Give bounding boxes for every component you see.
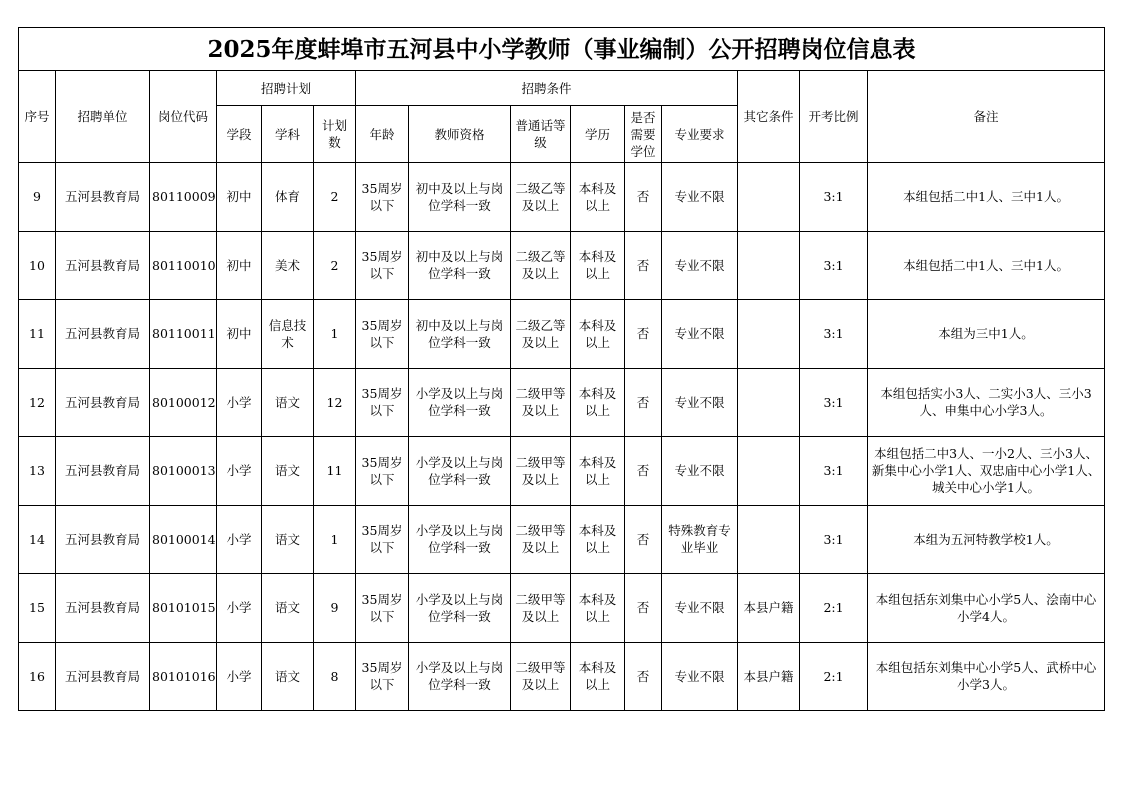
cell-other xyxy=(738,368,800,437)
cell-qualification: 初中及以上与岗位学科一致 xyxy=(409,231,511,300)
cell-count: 2 xyxy=(314,231,356,300)
cell-count: 2 xyxy=(314,163,356,232)
cell-other xyxy=(738,300,800,369)
cell-age: 35周岁以下 xyxy=(356,368,409,437)
cell-unit: 五河县教育局 xyxy=(56,505,150,574)
cell-degree: 否 xyxy=(625,231,662,300)
cell-education: 本科及以上 xyxy=(571,574,625,643)
cell-education: 本科及以上 xyxy=(571,300,625,369)
cell-unit: 五河县教育局 xyxy=(56,437,150,506)
cell-seq: 11 xyxy=(19,300,56,369)
cell-unit: 五河县教育局 xyxy=(56,231,150,300)
cell-subject: 语文 xyxy=(262,437,314,506)
cell-mandarin: 二级甲等及以上 xyxy=(511,574,571,643)
cell-code: 80110011 xyxy=(150,300,217,369)
cell-code: 80100012 xyxy=(150,368,217,437)
cell-note: 本组包括东刘集中心小学5人、武桥中心小学3人。 xyxy=(868,642,1105,711)
cell-code: 80100014 xyxy=(150,505,217,574)
header-major: 专业要求 xyxy=(662,106,738,163)
cell-count: 1 xyxy=(314,300,356,369)
cell-major: 专业不限 xyxy=(662,163,738,232)
cell-subject: 语文 xyxy=(262,574,314,643)
cell-degree: 否 xyxy=(625,300,662,369)
table-row xyxy=(19,437,1105,506)
cell-unit: 五河县教育局 xyxy=(56,300,150,369)
cell-mandarin: 二级乙等及以上 xyxy=(511,231,571,300)
cell-subject: 美术 xyxy=(262,231,314,300)
cell-stage: 小学 xyxy=(217,574,262,643)
cell-stage: 初中 xyxy=(217,300,262,369)
cell-note: 本组包括二中3人、一小2人、三小3人、新集中心小学1人、双忠庙中心小学1人、城关中心小学1人。 xyxy=(868,437,1105,506)
cell-seq: 16 xyxy=(19,642,56,711)
cell-age: 35周岁以下 xyxy=(356,505,409,574)
cell-major: 专业不限 xyxy=(662,574,738,643)
cell-stage: 初中 xyxy=(217,231,262,300)
table-row xyxy=(19,642,1105,711)
cell-count: 12 xyxy=(314,368,356,437)
cell-stage: 初中 xyxy=(217,163,262,232)
table-title: 2025年度蚌埠市五河县中小学教师（事业编制）公开招聘岗位信息表 xyxy=(19,28,1105,71)
cell-ratio: 2:1 xyxy=(800,642,868,711)
cell-seq: 9 xyxy=(19,163,56,232)
cell-major: 专业不限 xyxy=(662,642,738,711)
cell-major: 专业不限 xyxy=(662,300,738,369)
header-subject: 学科 xyxy=(262,106,314,163)
table-row xyxy=(19,505,1105,574)
cell-stage: 小学 xyxy=(217,642,262,711)
header-stage: 学段 xyxy=(217,106,262,163)
cell-seq: 13 xyxy=(19,437,56,506)
cell-count: 1 xyxy=(314,505,356,574)
cell-education: 本科及以上 xyxy=(571,437,625,506)
cell-subject: 语文 xyxy=(262,505,314,574)
cell-ratio: 3:1 xyxy=(800,368,868,437)
header-education: 学历 xyxy=(571,106,625,163)
header-age: 年龄 xyxy=(356,106,409,163)
cell-major: 专业不限 xyxy=(662,231,738,300)
cell-degree: 否 xyxy=(625,437,662,506)
cell-note: 本组包括东刘集中心小学5人、浍南中心小学4人。 xyxy=(868,574,1105,643)
header-plan-group: 招聘计划 xyxy=(217,71,356,106)
cell-mandarin: 二级乙等及以上 xyxy=(511,163,571,232)
header-count: 计划数 xyxy=(314,106,356,163)
table-row xyxy=(19,163,1105,232)
cell-subject: 语文 xyxy=(262,368,314,437)
cell-note: 本组包括实小3人、二实小3人、三小3人、申集中心小学3人。 xyxy=(868,368,1105,437)
cell-note: 本组包括二中1人、三中1人。 xyxy=(868,231,1105,300)
cell-degree: 否 xyxy=(625,574,662,643)
cell-subject: 语文 xyxy=(262,642,314,711)
header-note: 备注 xyxy=(868,71,1105,163)
cell-age: 35周岁以下 xyxy=(356,642,409,711)
cell-ratio: 2:1 xyxy=(800,574,868,643)
cell-ratio: 3:1 xyxy=(800,300,868,369)
cell-note: 本组为三中1人。 xyxy=(868,300,1105,369)
cell-major: 特殊教育专业毕业 xyxy=(662,505,738,574)
cell-code: 80101016 xyxy=(150,642,217,711)
cell-mandarin: 二级甲等及以上 xyxy=(511,368,571,437)
cell-age: 35周岁以下 xyxy=(356,231,409,300)
cell-code: 80110009 xyxy=(150,163,217,232)
cell-code: 80110010 xyxy=(150,231,217,300)
cell-qualification: 小学及以上与岗位学科一致 xyxy=(409,574,511,643)
cell-unit: 五河县教育局 xyxy=(56,574,150,643)
cell-qualification: 初中及以上与岗位学科一致 xyxy=(409,300,511,369)
cell-age: 35周岁以下 xyxy=(356,574,409,643)
cell-subject: 信息技术 xyxy=(262,300,314,369)
header-degree: 是否需要学位 xyxy=(625,106,662,163)
cell-seq: 10 xyxy=(19,231,56,300)
header-mandarin: 普通话等级 xyxy=(511,106,571,163)
cell-other: 本县户籍 xyxy=(738,574,800,643)
cell-unit: 五河县教育局 xyxy=(56,642,150,711)
cell-education: 本科及以上 xyxy=(571,163,625,232)
cell-qualification: 小学及以上与岗位学科一致 xyxy=(409,505,511,574)
cell-code: 80100013 xyxy=(150,437,217,506)
cell-age: 35周岁以下 xyxy=(356,437,409,506)
cell-count: 8 xyxy=(314,642,356,711)
cell-other: 本县户籍 xyxy=(738,642,800,711)
recruitment-table xyxy=(18,27,1105,711)
cell-other xyxy=(738,231,800,300)
cell-qualification: 小学及以上与岗位学科一致 xyxy=(409,437,511,506)
table-row xyxy=(19,574,1105,643)
cell-other xyxy=(738,505,800,574)
cell-unit: 五河县教育局 xyxy=(56,163,150,232)
cell-major: 专业不限 xyxy=(662,368,738,437)
cell-education: 本科及以上 xyxy=(571,505,625,574)
cell-note: 本组为五河特教学校1人。 xyxy=(868,505,1105,574)
header-qualification: 教师资格 xyxy=(409,106,511,163)
cell-ratio: 3:1 xyxy=(800,437,868,506)
cell-seq: 15 xyxy=(19,574,56,643)
cell-code: 80101015 xyxy=(150,574,217,643)
cell-seq: 14 xyxy=(19,505,56,574)
cell-stage: 小学 xyxy=(217,437,262,506)
cell-degree: 否 xyxy=(625,163,662,232)
cell-subject: 体育 xyxy=(262,163,314,232)
cell-unit: 五河县教育局 xyxy=(56,368,150,437)
cell-stage: 小学 xyxy=(217,368,262,437)
header-other: 其它条件 xyxy=(738,71,800,163)
cell-education: 本科及以上 xyxy=(571,368,625,437)
cell-degree: 否 xyxy=(625,505,662,574)
cell-ratio: 3:1 xyxy=(800,505,868,574)
cell-qualification: 小学及以上与岗位学科一致 xyxy=(409,368,511,437)
table-row xyxy=(19,300,1105,369)
cell-education: 本科及以上 xyxy=(571,231,625,300)
table-row xyxy=(19,368,1105,437)
cell-education: 本科及以上 xyxy=(571,642,625,711)
cell-age: 35周岁以下 xyxy=(356,163,409,232)
cell-count: 11 xyxy=(314,437,356,506)
cell-other xyxy=(738,437,800,506)
header-seq: 序号 xyxy=(19,71,56,163)
cell-age: 35周岁以下 xyxy=(356,300,409,369)
header-code: 岗位代码 xyxy=(150,71,217,163)
cell-ratio: 3:1 xyxy=(800,163,868,232)
cell-mandarin: 二级甲等及以上 xyxy=(511,505,571,574)
cell-qualification: 小学及以上与岗位学科一致 xyxy=(409,642,511,711)
cell-mandarin: 二级乙等及以上 xyxy=(511,300,571,369)
cell-degree: 否 xyxy=(625,642,662,711)
cell-major: 专业不限 xyxy=(662,437,738,506)
header-unit: 招聘单位 xyxy=(56,71,150,163)
cell-stage: 小学 xyxy=(217,505,262,574)
cell-qualification: 初中及以上与岗位学科一致 xyxy=(409,163,511,232)
cell-other xyxy=(738,163,800,232)
cell-mandarin: 二级甲等及以上 xyxy=(511,642,571,711)
header-conditions-group: 招聘条件 xyxy=(356,71,738,106)
cell-note: 本组包括二中1人、三中1人。 xyxy=(868,163,1105,232)
cell-seq: 12 xyxy=(19,368,56,437)
cell-count: 9 xyxy=(314,574,356,643)
table-row xyxy=(19,231,1105,300)
cell-degree: 否 xyxy=(625,368,662,437)
cell-ratio: 3:1 xyxy=(800,231,868,300)
cell-mandarin: 二级甲等及以上 xyxy=(511,437,571,506)
header-ratio: 开考比例 xyxy=(800,71,868,163)
